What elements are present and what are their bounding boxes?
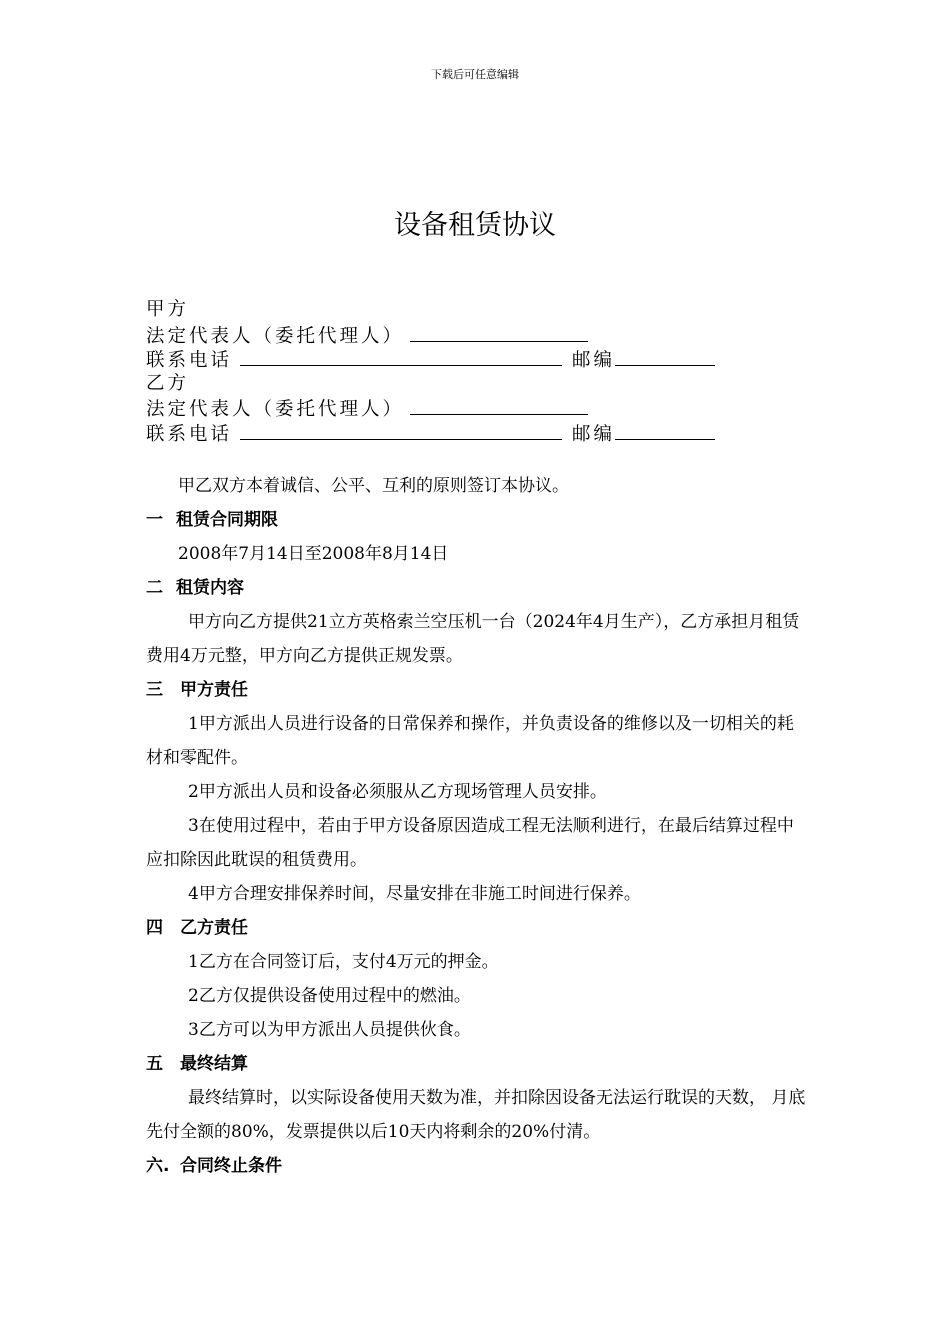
section-number: 二 [146, 578, 163, 598]
party-a-phone-label: 联系电话 [146, 350, 233, 371]
party-a-label: 甲方 [146, 299, 190, 320]
section-title: 乙方责任 [180, 918, 248, 938]
section-3-item-3: 3在使用过程中，若由于甲方设备原因造成工程无法顺利进行，在最后结算过程中应扣除因此耽误的租赁费用。 [146, 816, 794, 870]
party-b-rep-blank[interactable] [410, 396, 588, 415]
party-b-phone-blank[interactable] [240, 421, 562, 440]
section-3-item-1: 1甲方派出人员进行设备的日常保养和操作，并负责设备的维修以及一切相关的耗材和零配件。 [146, 714, 794, 768]
section-title: 甲方责任 [180, 680, 248, 700]
party-b-rep-label: 法定代表人（委托代理人） [146, 399, 405, 420]
party-a-rep-label: 法定代表人（委托代理人） [146, 325, 405, 347]
section-number: 一 [146, 510, 163, 530]
party-a-rep-line [146, 323, 715, 348]
party-a-line [146, 298, 715, 323]
parties-block [146, 298, 715, 445]
header-note: 下载后可任意编辑 [431, 68, 519, 81]
section-title: 租赁合同期限 [176, 510, 278, 530]
party-a-phone-blank[interactable] [240, 347, 562, 366]
party-b-zip-blank[interactable] [615, 421, 715, 440]
section-number: 五 [146, 1054, 163, 1074]
party-a-zip-label: 邮编 [572, 350, 616, 371]
party-b-rep-line [146, 396, 715, 421]
section-heading-5 [146, 1047, 806, 1081]
intro-paragraph: 甲乙双方本着诚信、公平、互利的原则签订本协议。 [178, 476, 569, 496]
section-number: 四 [146, 918, 163, 938]
party-b-zip-label: 邮编 [572, 423, 616, 445]
party-a-rep-blank[interactable] [410, 323, 588, 342]
section-5-paragraph: 最终结算时，以实际设备使用天数为准，并扣除因设备无法运行耽误的天数， 月底先付全额的80%，发票提供以后10天内将剩余的20%付清。 [146, 1088, 806, 1142]
section-heading-4 [146, 911, 806, 945]
section-heading-1 [146, 503, 806, 537]
party-b-phone-line [146, 421, 715, 446]
section-4-item-3: 3乙方可以为甲方派出人员提供伙食。 [188, 1020, 471, 1040]
section-title: 最终结算 [180, 1054, 248, 1074]
agreement-body [146, 469, 806, 1183]
section-number: 三 [146, 680, 163, 700]
section-1-paragraph: 2008年7月14日至2008年8月14日 [178, 544, 449, 564]
party-b-line [146, 372, 715, 397]
section-heading-2 [146, 571, 806, 605]
section-3-item-4: 4甲方合理安排保养时间，尽量安排在非施工时间进行保养。 [188, 884, 641, 904]
section-2-paragraph: 甲方向乙方提供21立方英格索兰空压机一台（2024年4月生产），乙方承担月租赁费用4万元整，甲方向乙方提供正规发票。 [146, 612, 800, 666]
section-title: 租赁内容 [176, 578, 244, 598]
party-b-label: 乙方 [146, 372, 190, 394]
section-number: 六. [146, 1156, 170, 1176]
party-a-phone-line [146, 347, 715, 372]
section-4-item-2: 2乙方仅提供设备使用过程中的燃油。 [188, 986, 471, 1006]
party-b-phone-label: 联系电话 [146, 423, 233, 445]
party-a-zip-blank[interactable] [615, 347, 715, 366]
document-title: 设备租赁协议 [394, 210, 556, 241]
section-heading-3 [146, 673, 806, 707]
section-3-item-2: 2甲方派出人员和设备必须服从乙方现场管理人员安排。 [188, 782, 607, 802]
section-title: 合同终止条件 [180, 1156, 282, 1176]
section-heading-6 [146, 1149, 806, 1183]
section-4-item-1: 1乙方在合同签订后，支付4万元的押金。 [188, 952, 499, 972]
